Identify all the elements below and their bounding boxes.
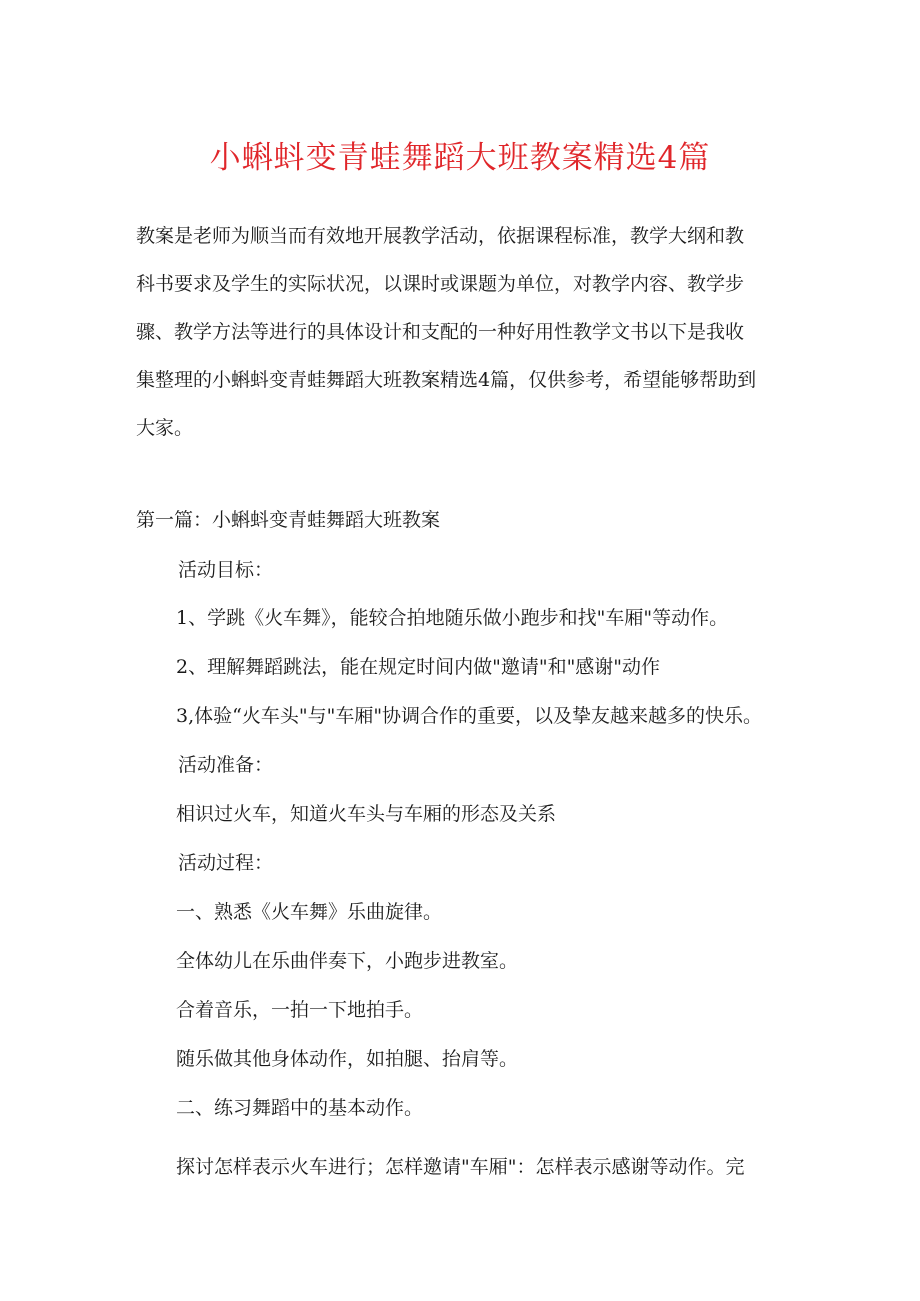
preparation-text: 相识过火车，知道火车头与车厢的形态及关系 bbox=[176, 803, 557, 825]
goal-item: 3,体验“火车头"与"车厢"协调合作的重要，以及挚友越来越多的快乐。 bbox=[176, 705, 763, 727]
section-heading: 第一篇：小蝌蚪变青蛙舞蹈大班教案 bbox=[136, 509, 441, 531]
process-line: 探讨怎样表示火车进行；怎样邀请"车厢"：怎样表示感谢等动作。完 bbox=[176, 1156, 745, 1178]
process-line: 二、练习舞蹈中的基本动作。 bbox=[176, 1097, 424, 1119]
process-line: 合着音乐，一拍一下地拍手。 bbox=[176, 999, 424, 1021]
process-line: 随乐做其他身体动作，如拍腿、抬肩等。 bbox=[176, 1048, 519, 1070]
process-line: 一、熟悉《火车舞》乐曲旋律。 bbox=[176, 901, 443, 923]
intro-line: 大家。 bbox=[136, 417, 194, 439]
activity-goal-label: 活动目标： bbox=[178, 559, 274, 581]
process-label: 活动过程： bbox=[178, 852, 274, 874]
goal-item: 1、学跳《火车舞》，能较合拍地随乐做小跑步和找"车厢"等动作。 bbox=[176, 607, 729, 629]
intro-line: 骤、教学方法等进行的具体设计和支配的一种好用性教学文书以下是我收 bbox=[136, 321, 745, 343]
intro-line: 教案是老师为顺当而有效地开展教学活动，依据课程标准，教学大纲和教 bbox=[136, 225, 745, 247]
intro-line: 集整理的小蝌蚪变青蛙舞蹈大班教案精选4篇，仅供参考，希望能够帮助到 bbox=[136, 369, 757, 391]
process-line: 全体幼儿在乐曲伴奏下，小跑步进教室。 bbox=[176, 950, 519, 972]
document-title: 小蝌蚪变青蛙舞蹈大班教案精选4篇 bbox=[209, 140, 711, 176]
goal-item: 2、理解舞蹈跳法，能在规定时间内做"邀请"和"感谢"动作 bbox=[176, 656, 661, 678]
preparation-label: 活动准备： bbox=[178, 754, 274, 776]
intro-line: 科书要求及学生的实际状况，以课时或课题为单位，对教学内容、教学步 bbox=[136, 273, 745, 295]
intro-paragraph bbox=[136, 212, 796, 452]
